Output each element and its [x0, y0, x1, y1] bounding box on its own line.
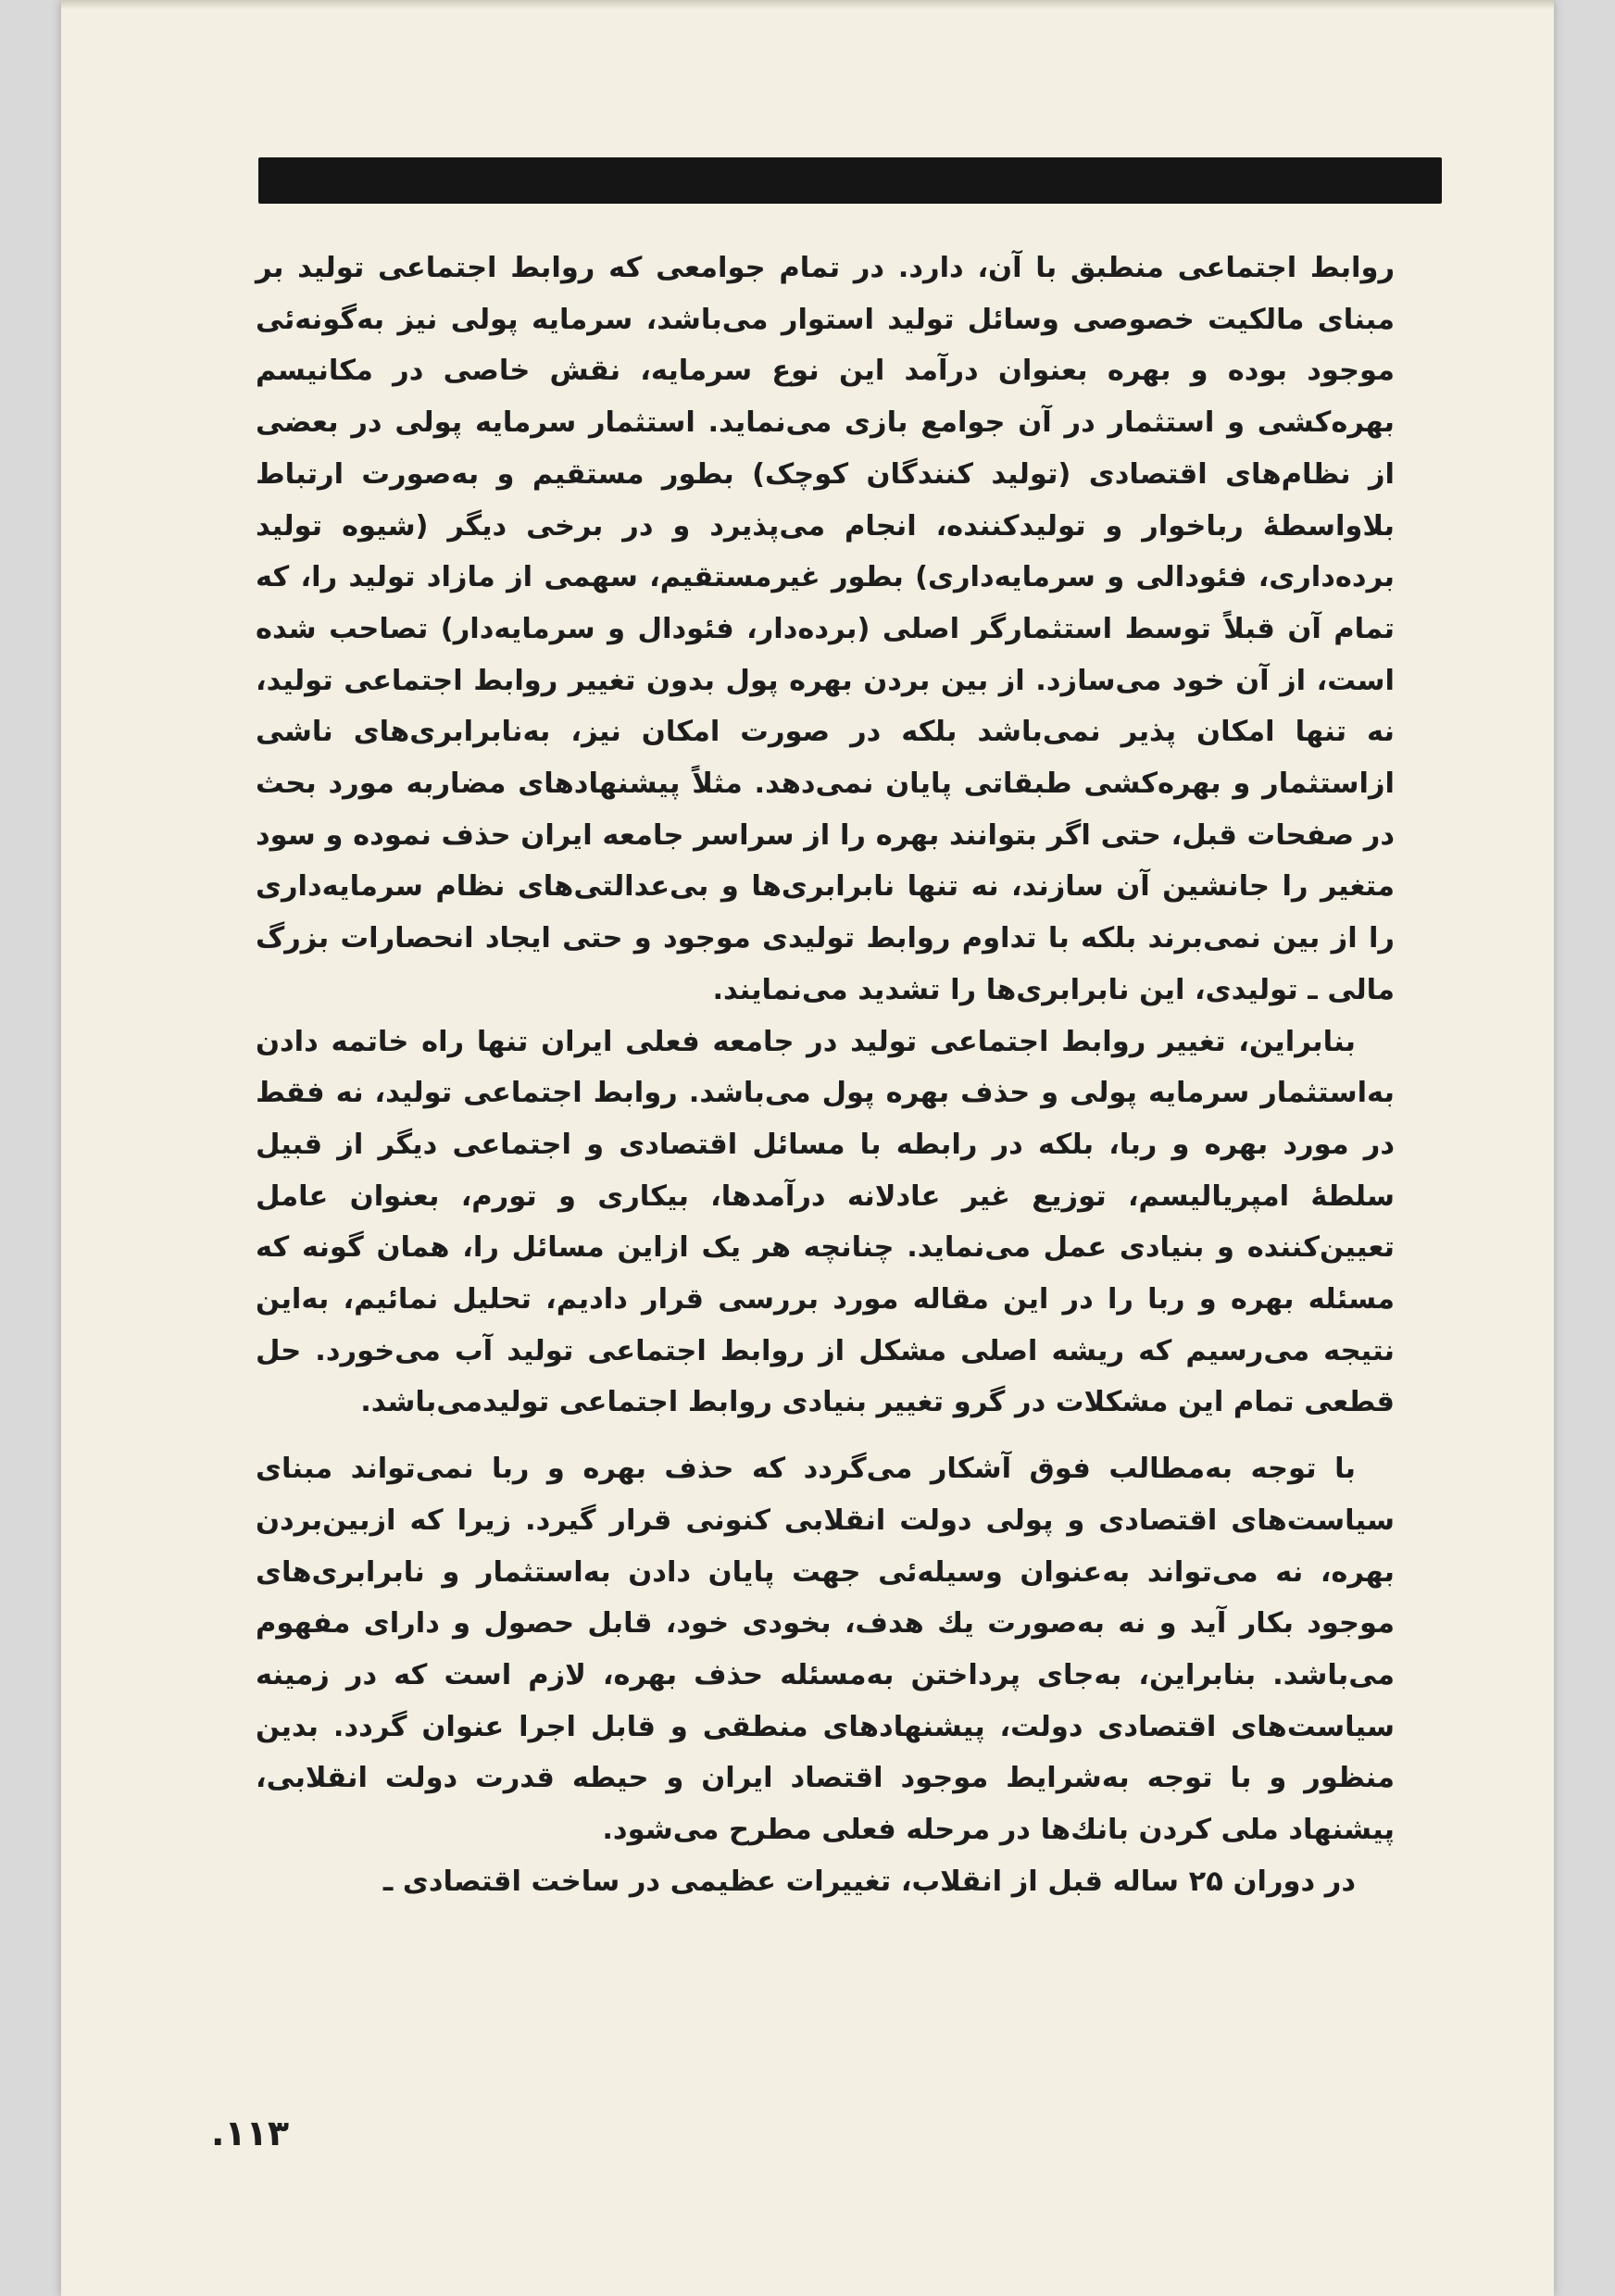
- paragraph-1: روابط اجتماعی منطبق با آن، دارد. در تمام جوامعی که روابط اجتماعی تولید بر مبنای مالکیت خصوصی وسائل تولید استوار می‌باشد، سرمایه پولی نیز به‌گونه‌ئی موجود بوده و بهره بعنوان درآمد این نوع سرمایه، نقش خاصی در مکانیسم بهره‌کشی و استثمار در آن جوامع بازی می‌نماید. استثمار سرمایه پولی در بعضی از نظام‌های اقتصادی (تولید کنندگان کوچک) بطور مستقیم و به‌صورت ارتباط بلاواسطهٔ رباخوار و تولیدکننده، انجام می‌پذیرد و در برخی دیگر (شیوه تولید برده‌داری، فئودالی و سرمایه‌داری) بطور غیرمستقیم، سهمی از مازاد تولید را، که تمام آن قبلاً توسط استثمارگر اصلی (برده‌دار، فئودال و سرمایه‌دار) تصاحب شده است، از آن خود می‌سازد. از بین بردن بهره پول بدون تغییر روابط اجتماعی تولید، نه تنها امکان پذیر نمی‌باشد بلکه در صورت امکان نیز، به‌نابرابری‌های ناشی ازاستثمار و بهره‌کشی طبقاتی پایان نمی‌دهد. مثلاً پیشنهادهای مضاربه مورد بحث در صفحات قبل، حتی اگر بتوانند بهره را از سراسر جامعه ایران حذف نموده و سود متغیر را جانشین آن سازند، نه تنها نابرابری‌ها و بی‌عدالتی‌های نظام سرمایه‌داری را از بین نمی‌برند بلکه با تداوم روابط تولیدی موجود و حتی ایجاد انحصارات بزرگ مالی ـ تولیدی، این نابرابری‌ها را تشدید می‌نمایند.: [256, 252, 1395, 1006]
- paragraph-4: در دوران ۲۵ ساله قبل از انقلاب، تغییرات عظیمی در ساخت اقتصادی ـ: [382, 1865, 1356, 1898]
- page-top-edge: [61, 0, 1554, 9]
- paragraph-3: با توجه به‌مطالب فوق آشکار می‌گردد که حذف بهره و ربا نمی‌تواند مبنای سیاست‌های اقتصادی و پولی دولت انقلابی کنونی قرار گیرد. زیرا که ازبین‌بردن بهره، نه می‌تواند به‌عنوان وسیله‌ئی جهت پایان دادن به‌استثمار و نابرابری‌های موجود بکار آید و نه به‌صورت یك هدف، بخودی خود، قابل حصول و دارای مفهوم می‌باشد. بنابراین، به‌جای پرداختن به‌مسئله حذف بهره، لازم است که در زمینه سیاست‌های اقتصادی دولت، پیشنهادهای منطقی و قابل اجرا عنوان گردد. بدین منظور و با توجه به‌شرایط موجود اقتصاد ایران و حیطه قدرت دولت انقلابی، پیشنهاد ملی کردن بانك‌ها در مرحله فعلی مطرح می‌شود.: [256, 1453, 1395, 1847]
- header-bar: [258, 157, 1442, 204]
- page-number: ۱۱۳.: [211, 2113, 290, 2153]
- body-text: [256, 243, 1395, 1908]
- paragraph-2: بنابراین، تغییر روابط اجتماعی تولید در جامعه فعلی ایران تنها راه خاتمه دادن به‌استثمار سرمایه پولی و حذف بهره پول می‌باشد. روابط اجتماعی تولید، نه فقط در مورد بهره و ربا، بلکه در رابطه با مسائل اقتصادی و اجتماعی دیگر از قبیل سلطهٔ امپریالیسم، توزیع غیر عادلانه درآمدها، بیکاری و تورم، بعنوان عامل تعیین‌کننده و بنیادی عمل می‌نماید. چنانچه هر یک ازاین مسائل را، همان گونه که مسئله بهره و ربا را در این مقاله مورد بررسی قرار دادیم، تحلیل نمائیم، به‌این نتیجه می‌رسیم که ریشه اصلی مشکل از روابط اجتماعی تولید آب می‌خورد. حل قطعی تمام این مشکلات در گرو تغییر بنیادی روابط اجتماعی تولیدمی‌باشد.: [256, 1025, 1395, 1419]
